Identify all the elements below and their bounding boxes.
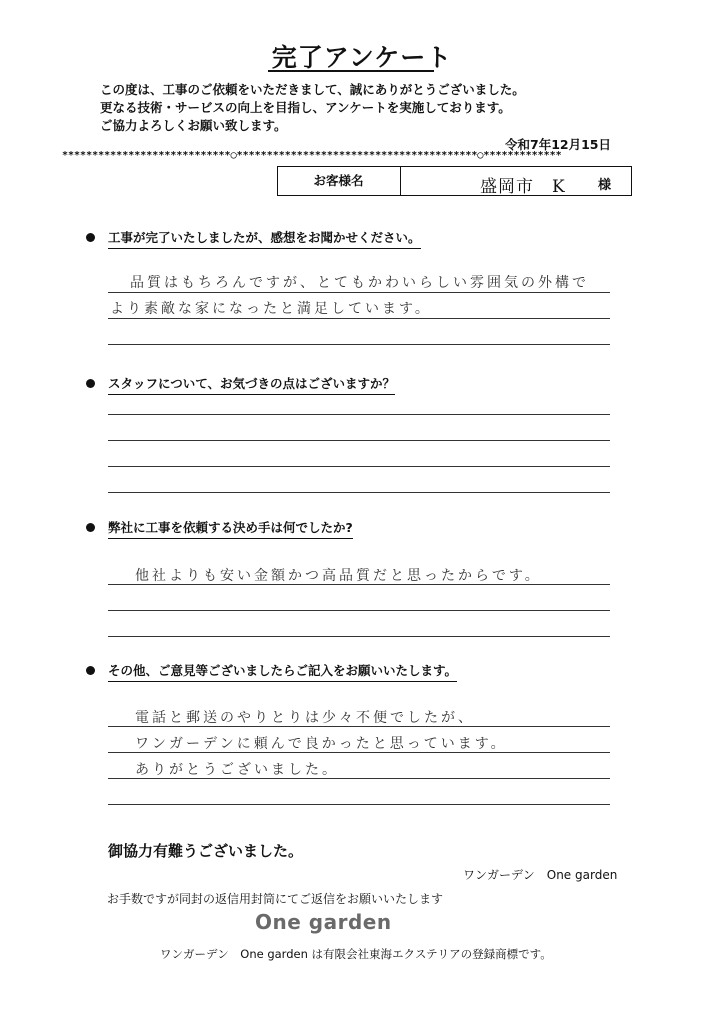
return-request: お手数ですが同封の返信用封筒にてご返信をお願いいたします (107, 892, 444, 906)
trademark-notice: ワンガーデン One garden は有限会社東海エクステリアの登録商標です。 (160, 947, 552, 961)
answer-line (108, 414, 610, 415)
answer-4-line-3: ありがとうございました。 (135, 762, 339, 778)
intro-line-3: ご協力よろしくお願い致します。 (100, 118, 287, 133)
page-title: 完了アンケート (271, 43, 453, 72)
question-3: 弊社に工事を依頼する決め手は何でしたか? (108, 518, 353, 539)
intro-line-1: この度は、工事のご依頼をいただきまして、誠にありがとうございました。 (100, 82, 525, 97)
answer-line (108, 440, 610, 441)
answer-line (108, 636, 610, 637)
bullet-icon (86, 233, 95, 242)
answer-line (108, 610, 610, 611)
question-4: その他、ご意見等ございましたらご記入をお願いいたします。 (108, 661, 457, 682)
answer-3-line-1: 他社よりも安い金額かつ高品質だと思ったからです。 (135, 568, 542, 584)
answer-line (108, 318, 610, 319)
bullet-icon (86, 666, 95, 675)
question-2: スタッフについて、お気づきの点はございますか？ (108, 374, 395, 395)
answer-4-line-1: 電話と郵送のやりとりは少々不便でしたが、 (135, 710, 475, 726)
answer-line (108, 804, 610, 805)
bullet-icon (86, 523, 95, 532)
survey-date: 令和7年12月15日 (505, 137, 611, 152)
bullet-icon (86, 379, 95, 388)
company-logo: One garden (255, 910, 392, 934)
intro-line-2: 更なる技術・サービスの向上を目指し、アンケートを実施しております。 (100, 100, 511, 115)
customer-name-label: お客様名 (277, 166, 401, 196)
answer-line (108, 492, 610, 493)
answer-4-line-2: ワンガーデンに頼んで良かったと思っています。 (135, 736, 508, 752)
title-underline (268, 70, 434, 72)
answer-1-line-2: より素敵な家になったと満足しています。 (110, 301, 432, 317)
star-divider: ****************************◯****************************************◯************* (62, 150, 562, 161)
answer-1-line-1: 品質はもちろんですが、とてもかわいらしい雰囲気の外構で (130, 275, 589, 291)
answer-line (108, 466, 610, 467)
answer-line (108, 344, 610, 345)
customer-honorific: 様 (598, 178, 612, 193)
question-1: 工事が完了いたしましたが、感想をお聞かせください。 (108, 228, 421, 249)
thanks-message: 御協力有難うございました。 (108, 842, 304, 860)
customer-name-value: 盛岡市 K (480, 177, 566, 197)
company-name: ワンガーデン One garden (463, 868, 618, 882)
answer-line (108, 292, 610, 293)
